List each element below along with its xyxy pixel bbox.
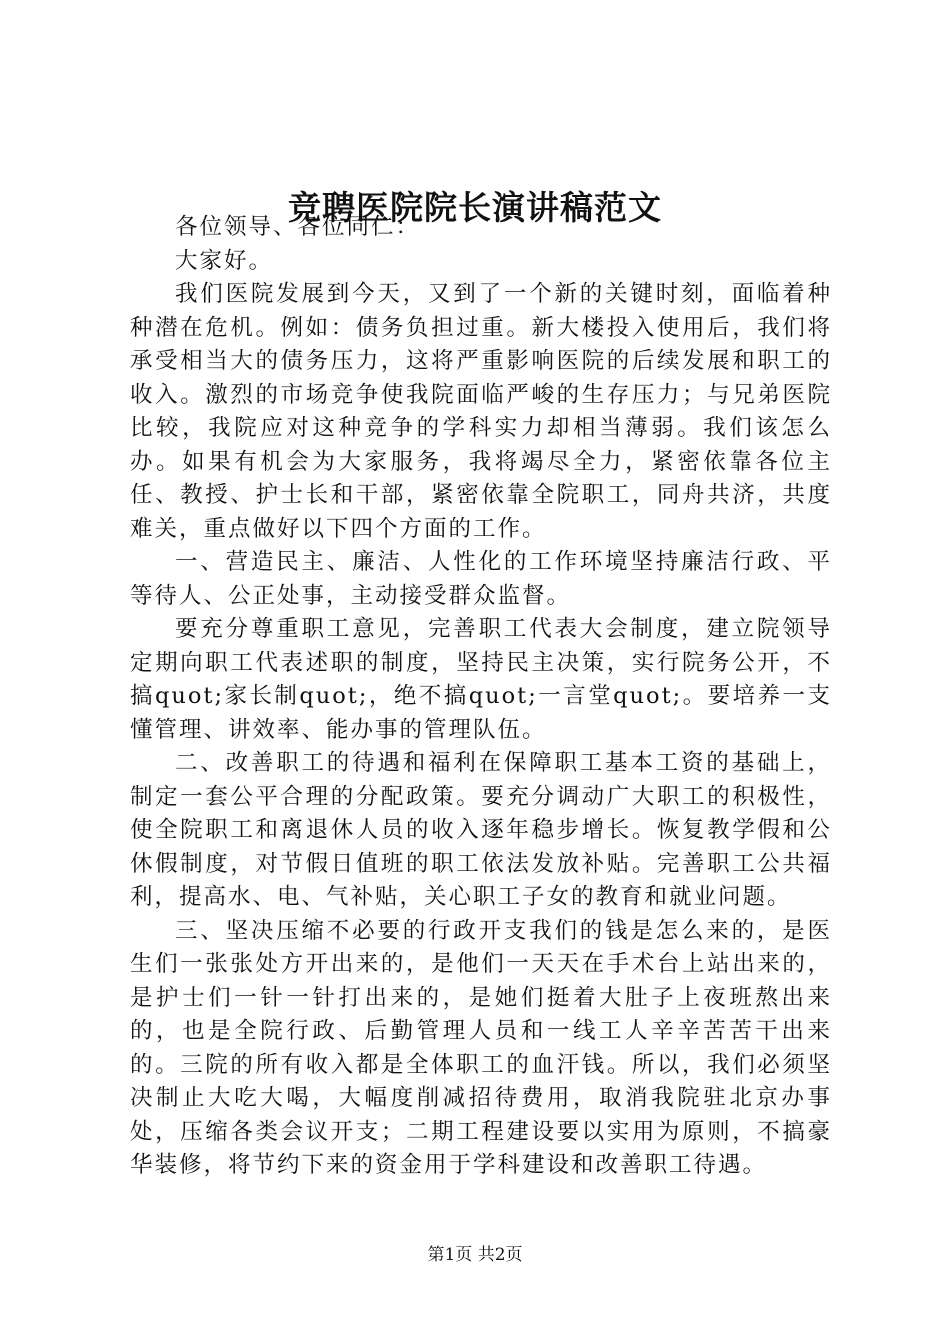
body-paragraph: 要充分尊重职工意见，完善职工代表大会制度，建立院领导定期向职工代表述职的制度，坚持民主决策，实行院务公开，不搞quot;家长制quot;，绝不搞quot;一言堂quot;。要培养一支懂管理、讲效率、能办事的管理队伍。 <box>130 616 832 743</box>
document-body <box>130 211 832 1183</box>
page-footer: 第1页 共2页 <box>427 1245 523 1265</box>
body-paragraph: 一、营造民主、廉洁、人性化的工作环境坚持廉洁行政、平等待人、公正处事，主动接受群众监督。 <box>130 549 832 609</box>
greeting: 大家好。 <box>175 247 274 274</box>
body-paragraph: 二、改善职工的待遇和福利在保障职工基本工资的基础上，制定一套公平合理的分配政策。要充分调动广大职工的积极性，使全院职工和离退休人员的收入逐年稳步增长。恢复教学假和公休假制度，对节假日值班的职工依法发放补贴。完善职工公共福利，提高水、电、气补贴，关心职工子女的教育和就业问题。 <box>130 750 832 910</box>
document-title: 竞聘医院院长演讲稿范文 <box>288 188 662 227</box>
body-paragraph: 我们医院发展到今天，又到了一个新的关键时刻，面临着种种潜在危机。例如：债务负担过重。新大楼投入使用后，我们将承受相当大的债务压力，这将严重影响医院的后续发展和职工的收入。激烈的市场竞争使我院面临严峻的生存压力；与兄弟医院比较，我院应对这种竞争的学科实力却相当薄弱。我们该怎么办。如果有机会为大家服务，我将竭尽全力，紧密依靠各位主任、教授、护士长和干部，紧密依靠全院职工，同舟共济，共度难关，重点做好以下四个方面的工作。 <box>130 281 832 542</box>
salutation: 各位领导、各位同仁： <box>175 214 421 240</box>
body-paragraph: 三、坚决压缩不必要的行政开支我们的钱是怎么来的，是医生们一张张处方开出来的，是他们一天天在手术台上站出来的，是护士们一针一针打出来的，是她们挺着大肚子上夜班熬出来的，也是全院行政、后勤管理人员和一线工人辛辛苦苦干出来的。三院的所有收入都是全体职工的血汗钱。所以，我们必须坚决制止大吃大喝，大幅度削减招待费用，取消我院驻北京办事处，压缩各类会议开支；二期工程建设要以实用为原则，不搞豪华装修，将节约下来的资金用于学科建设和改善职工待遇。 <box>130 917 832 1178</box>
